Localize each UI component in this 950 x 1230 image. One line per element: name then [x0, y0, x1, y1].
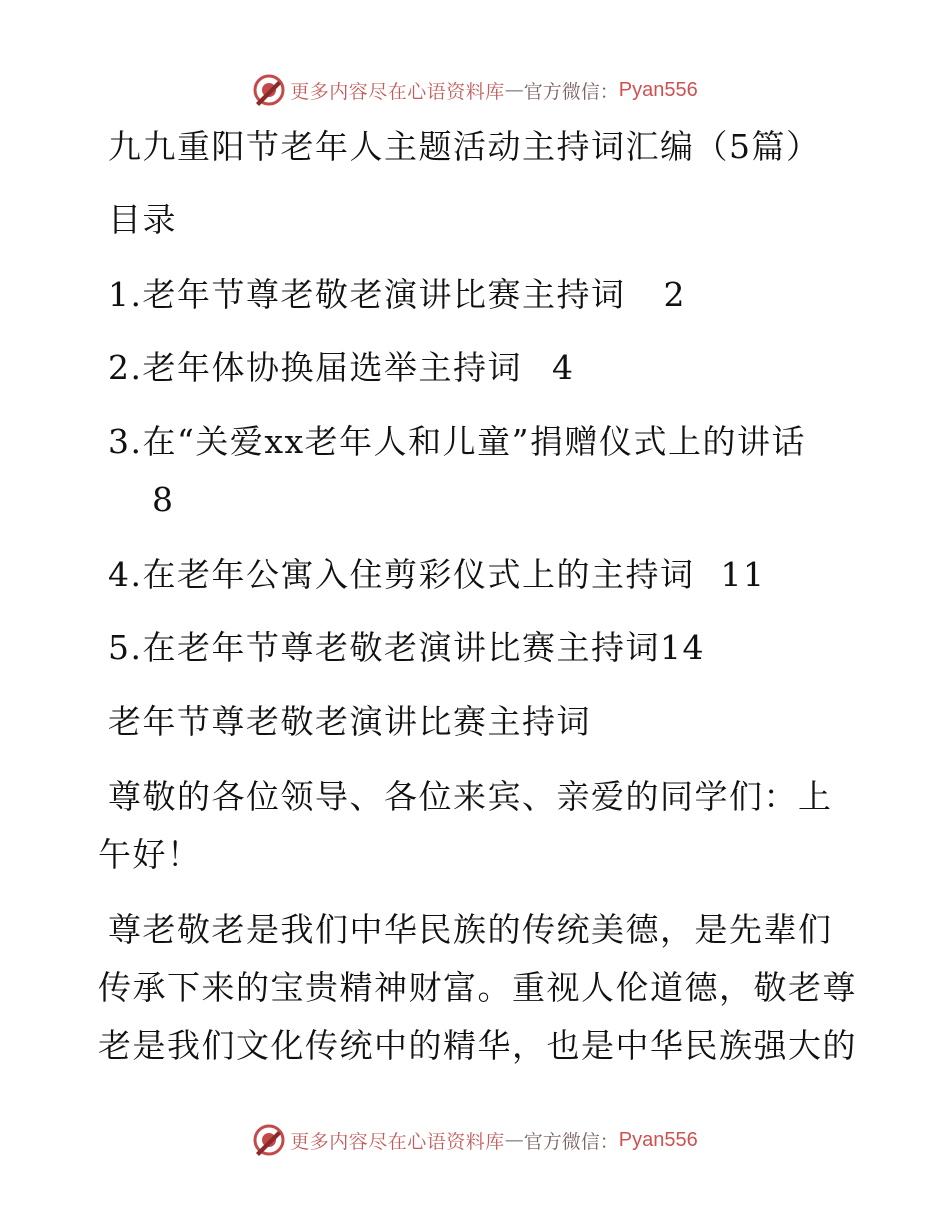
watermark-wechat-id: Pyan556: [618, 78, 698, 101]
paragraph-line: 老是我们文化传统中的精华，也是中华民族强大的: [98, 1026, 857, 1065]
toc-item-label: 4.在老年公寓入住剪彩仪式上的主持词: [108, 555, 695, 594]
pen-logo-icon: [252, 73, 286, 107]
toc-item[interactable]: [108, 628, 705, 668]
toc-item[interactable]: [108, 275, 686, 315]
toc-item-label: 2.老年体协换届选举主持词: [108, 348, 522, 387]
document-title: 九九重阳节老年人主题活动主持词汇编（5篇）: [108, 127, 821, 166]
toc-item-label: 5.在老年节尊老敬老演讲比赛主持词: [108, 628, 660, 667]
watermark-separator: —: [504, 79, 524, 101]
toc-item-page: 11: [720, 555, 766, 594]
watermark-site-text: 更多内容尽在心语资料库: [290, 1130, 505, 1153]
toc-item-page: 2: [663, 275, 686, 314]
toc-item[interactable]: [108, 422, 806, 462]
greeting-line: 午好！: [98, 835, 202, 874]
paragraph-line: 尊老敬老是我们中华民族的传统美德，是先辈们: [108, 910, 833, 949]
toc-heading: 目录: [108, 200, 177, 239]
pen-logo-icon: [252, 1123, 286, 1157]
toc-item[interactable]: [108, 348, 575, 388]
toc-item-label: 1.老年节尊老敬老演讲比赛主持词: [108, 275, 626, 314]
paragraph-line: 传承下来的宝贵精神财富。重视人伦道德，敬老尊: [98, 968, 857, 1007]
greeting-line: 尊敬的各位领导、各位来宾、亲爱的同学们：上: [108, 777, 833, 816]
toc-item-page: 4: [552, 348, 575, 387]
toc-item-page: 14: [660, 628, 705, 667]
watermark-wechat-label: 官方微信：: [523, 80, 619, 103]
footer-watermark: [0, 1120, 950, 1160]
watermark-wechat-label: 官方微信：: [523, 1130, 619, 1153]
watermark-site-text: 更多内容尽在心语资料库: [290, 80, 505, 103]
header-watermark: [0, 70, 950, 110]
toc-item-label: 3.在“关爱xx老年人和儿童”捐赠仪式上的讲话: [108, 422, 806, 461]
watermark-separator: —: [504, 1129, 524, 1151]
section-heading: 老年节尊老敬老演讲比赛主持词: [108, 702, 591, 741]
toc-item-page[interactable]: 8: [152, 480, 173, 519]
watermark-wechat-id: Pyan556: [618, 1128, 698, 1151]
toc-item[interactable]: [108, 555, 766, 595]
